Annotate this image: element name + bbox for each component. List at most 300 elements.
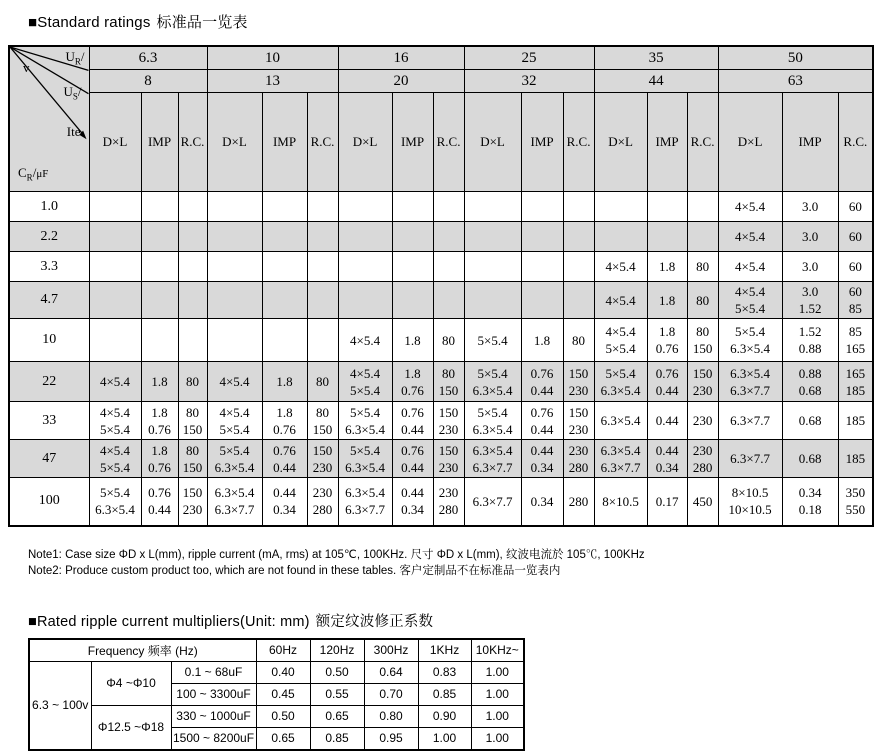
rated-voltage-value: 6.3	[89, 46, 207, 70]
dxl-cell	[594, 362, 647, 402]
imp-cell	[141, 252, 178, 282]
diameter-group-cell: Φ12.5 ~Φ18	[91, 705, 171, 750]
dxl-value: 5×5.4	[735, 324, 766, 339]
rc-cell	[838, 319, 873, 362]
dxl-value: 6.3×5.4	[730, 341, 770, 356]
dxl-cell	[718, 402, 782, 440]
rc-value: 230	[438, 485, 459, 501]
rc-value: 80	[696, 324, 710, 339]
dxl-value: 4×5.4	[99, 442, 131, 458]
rc-cell	[433, 402, 464, 440]
multiplier-value: 0.40	[256, 661, 310, 683]
rc-value: 80	[442, 365, 456, 381]
diagonal-header-cell	[9, 46, 89, 192]
dxl-value: 6.3×7.7	[730, 413, 770, 428]
multiplier-value: 0.45	[256, 683, 310, 705]
dxl-cell	[89, 282, 141, 319]
rc-value: 165	[845, 341, 866, 356]
imp-value: 3.0	[801, 259, 819, 274]
rc-cell	[563, 192, 594, 222]
surge-voltage-value: 63	[718, 70, 873, 93]
standard-ratings-title	[28, 11, 880, 32]
multiplier-value: 0.65	[256, 727, 310, 750]
imp-cell	[521, 362, 563, 402]
multiplier-value: 0.70	[364, 683, 418, 705]
rc-cell	[687, 222, 718, 252]
dxl-value: 8×10.5	[731, 485, 769, 501]
dxl-value: 5×5.4	[99, 459, 131, 475]
capacitance-value: 10	[9, 319, 89, 362]
imp-cell	[262, 319, 307, 362]
imp-cell	[392, 440, 433, 478]
imp-value: 0.17	[655, 493, 679, 509]
rc-cell	[687, 362, 718, 402]
rc-value: 230	[438, 421, 459, 437]
ripple-current-symbol: Ite	[66, 124, 81, 139]
rc-value: 150	[568, 404, 589, 420]
rc-value: 185	[845, 382, 866, 398]
rc-value: 230	[692, 442, 713, 458]
dxl-cell	[207, 478, 262, 526]
dxl-value: 6.3×7.7	[472, 493, 513, 509]
notes-block	[28, 547, 880, 579]
imp-cell	[141, 478, 178, 526]
rc-cell	[838, 282, 873, 319]
rc-cell	[307, 252, 338, 282]
rc-cell	[307, 478, 338, 526]
rc-cell	[307, 362, 338, 402]
rc-value: 150	[182, 421, 203, 437]
imp-value: 1.52	[798, 324, 822, 339]
multiplier-value: 0.85	[310, 727, 364, 750]
capacitance-range-cell: 330 ~ 1000uF	[171, 705, 256, 727]
imp-value: 0.76	[401, 404, 424, 420]
imp-value: 0.44	[273, 459, 296, 475]
imp-value: 0.44	[401, 421, 424, 437]
imp-cell	[141, 319, 178, 362]
surge-voltage-value: 20	[338, 70, 464, 93]
dxl-value: 5×5.4	[477, 365, 508, 381]
dxl-cell	[594, 319, 647, 362]
rc-value: 280	[312, 502, 333, 518]
imp-value: 0.34	[530, 493, 554, 509]
dxl-value: 6.3×5.4	[345, 485, 385, 501]
ratings-row-33	[9, 402, 873, 440]
dxl-cell	[338, 252, 392, 282]
rc-cell	[178, 402, 207, 440]
imp-cell	[392, 402, 433, 440]
multiplier-value: 1.00	[471, 727, 524, 750]
imp-cell	[262, 362, 307, 402]
rc-value: 150	[438, 404, 459, 420]
rated-voltage-value: 35	[594, 46, 718, 70]
dxl-cell	[207, 282, 262, 319]
dxl-cell	[89, 402, 141, 440]
dxl-value: 4×5.4	[349, 332, 381, 348]
capacitance-value: 2.2	[9, 222, 89, 252]
imp-cell	[647, 402, 687, 440]
imp-cell	[521, 252, 563, 282]
rc-value: 150	[182, 459, 203, 475]
rc-cell	[838, 362, 873, 402]
dxl-value: 6.3×5.4	[472, 421, 513, 437]
imp-cell	[782, 222, 838, 252]
imp-cell	[521, 319, 563, 362]
rc-value: 80	[316, 404, 330, 420]
multiplier-row	[29, 661, 524, 683]
imp-value: 1.52	[798, 301, 822, 316]
dxl-value: 5×5.4	[99, 421, 131, 437]
rc-cell	[563, 478, 594, 526]
imp-value: 1.8	[658, 259, 676, 274]
dxl-cell	[718, 252, 782, 282]
dxl-value: 10×10.5	[728, 502, 772, 518]
dxl-cell	[207, 362, 262, 402]
dxl-cell	[338, 402, 392, 440]
imp-value: 3.0	[801, 284, 819, 299]
rc-cell	[838, 252, 873, 282]
frequency-column-header: 300Hz	[364, 639, 418, 662]
rc-value: 85	[848, 301, 862, 316]
rc-cell	[563, 440, 594, 478]
imp-cell	[521, 440, 563, 478]
dxl-cell	[464, 252, 521, 282]
capacitance-value: 22	[9, 362, 89, 402]
col-header-dxl: D×L	[718, 93, 782, 192]
rc-cell	[178, 192, 207, 222]
frequency-column-header: 60Hz	[256, 639, 310, 662]
imp-value: 0.44	[530, 442, 554, 458]
dxl-cell	[338, 282, 392, 319]
frequency-column-header: 10KHz~	[471, 639, 524, 662]
imp-cell	[647, 222, 687, 252]
rc-value: 150	[182, 485, 203, 501]
rated-voltage-value: 50	[718, 46, 873, 70]
dxl-cell	[594, 222, 647, 252]
rc-cell	[433, 362, 464, 402]
imp-value: 0.44	[655, 413, 679, 428]
imp-cell	[141, 282, 178, 319]
rc-value: 80	[696, 259, 710, 274]
dxl-cell	[89, 440, 141, 478]
rc-cell	[178, 282, 207, 319]
note-2: Note2: Produce custom product too, which are not found in these tables. 客户定制品不在标准品一览表内	[28, 564, 561, 577]
capacitance-range-cell: 100 ~ 3300uF	[171, 683, 256, 705]
imp-cell	[521, 402, 563, 440]
dxl-value: 6.3×5.4	[345, 421, 385, 437]
rc-cell	[838, 222, 873, 252]
imp-value: 1.8	[658, 324, 676, 339]
imp-cell	[647, 440, 687, 478]
imp-value: 0.68	[798, 382, 822, 398]
frequency-column-header: 1KHz	[418, 639, 471, 662]
imp-value: 0.76	[148, 459, 171, 475]
dxl-value: 6.3×7.7	[730, 451, 770, 466]
dxl-value: 5×5.4	[605, 341, 636, 356]
col-header-rc: R.C.	[838, 93, 873, 192]
imp-value: 0.88	[798, 341, 822, 356]
imp-value: 1.8	[151, 442, 168, 458]
rc-cell	[307, 222, 338, 252]
dxl-value: 5×5.4	[735, 301, 766, 316]
voltage-range-cell: 6.3 ~ 100v	[29, 661, 91, 750]
rc-value: 230	[692, 413, 713, 428]
rc-cell	[178, 478, 207, 526]
rc-value: 150	[568, 365, 589, 381]
imp-cell	[262, 440, 307, 478]
rc-value: 280	[438, 502, 459, 518]
imp-cell	[141, 192, 178, 222]
rc-value: 150	[692, 365, 713, 381]
imp-cell	[647, 252, 687, 282]
imp-value: 0.76	[655, 365, 679, 381]
rc-cell	[687, 478, 718, 526]
multiplier-value: 0.55	[310, 683, 364, 705]
rc-cell	[687, 440, 718, 478]
multiplier-value: 1.00	[471, 705, 524, 727]
standard-ratings-title-zh: 标准品一览表	[156, 14, 248, 31]
rc-value: 80	[186, 442, 199, 458]
dxl-cell	[594, 252, 647, 282]
rc-cell	[838, 440, 873, 478]
dxl-value: 6.3×5.4	[472, 382, 513, 398]
rc-value: 165	[845, 365, 866, 381]
col-header-rc: R.C.	[563, 93, 594, 192]
imp-cell	[141, 440, 178, 478]
imp-cell	[392, 222, 433, 252]
imp-cell	[647, 362, 687, 402]
dxl-cell	[464, 440, 521, 478]
rc-value: 230	[312, 485, 333, 501]
dxl-value: 6.3×5.4	[600, 442, 641, 458]
standard-ratings-table	[8, 45, 874, 527]
voltage-unit-label: v	[23, 60, 30, 75]
imp-cell	[262, 478, 307, 526]
rc-value: 230	[438, 459, 459, 475]
rated-voltage-value: 10	[207, 46, 338, 70]
multiplier-value: 0.50	[310, 661, 364, 683]
rc-value: 185	[845, 413, 866, 428]
rc-cell	[563, 362, 594, 402]
dxl-value: 5×5.4	[605, 365, 636, 381]
dxl-cell	[718, 440, 782, 478]
imp-value: 0.76	[401, 442, 424, 458]
rated-voltage-value: 25	[464, 46, 594, 70]
dxl-value: 6.3×7.7	[600, 459, 641, 475]
rc-value: 80	[316, 374, 330, 389]
rc-cell	[307, 440, 338, 478]
dxl-cell	[718, 282, 782, 319]
imp-cell	[782, 282, 838, 319]
column-header-row	[9, 93, 873, 192]
imp-value: 3.0	[801, 229, 819, 244]
imp-value: 0.44	[273, 485, 296, 501]
multiplier-value: 0.65	[310, 705, 364, 727]
imp-value: 0.44	[530, 421, 554, 437]
dxl-cell	[338, 192, 392, 222]
rc-value: 80	[186, 374, 199, 389]
surge-voltage-symbol: $U_S/$	[63, 84, 82, 102]
multiplier-value: 0.95	[364, 727, 418, 750]
capacitance-range-cell: 1500 ~ 8200uF	[171, 727, 256, 750]
rc-cell	[563, 319, 594, 362]
imp-cell	[521, 222, 563, 252]
surge-voltage-row	[9, 70, 873, 93]
dxl-cell	[594, 402, 647, 440]
dxl-cell	[594, 192, 647, 222]
imp-value: 0.68	[798, 451, 822, 466]
multipliers-title-zh: 额定纹波修正系数	[315, 613, 434, 630]
rc-cell	[433, 222, 464, 252]
ratings-row-22	[9, 362, 873, 402]
imp-cell	[262, 402, 307, 440]
dxl-cell	[338, 478, 392, 526]
rc-value: 150	[692, 341, 713, 356]
rc-value: 80	[442, 332, 456, 348]
rc-value: 60	[848, 199, 862, 214]
ratings-row-3.3	[9, 252, 873, 282]
col-header-dxl: D×L	[338, 93, 392, 192]
imp-value: 1.8	[276, 374, 293, 389]
imp-cell	[392, 319, 433, 362]
col-header-rc: R.C.	[178, 93, 207, 192]
imp-cell	[521, 478, 563, 526]
rc-value: 150	[438, 382, 459, 398]
multiplier-value: 1.00	[471, 661, 524, 683]
dxl-value: 6.3×7.7	[345, 502, 385, 518]
capacitance-value: 1.0	[9, 192, 89, 222]
rc-cell	[433, 192, 464, 222]
dxl-cell	[464, 319, 521, 362]
dxl-value: 6.3×5.4	[730, 365, 770, 381]
dxl-cell	[718, 362, 782, 402]
imp-cell	[392, 192, 433, 222]
dxl-value: 6.3×7.7	[472, 459, 513, 475]
col-header-rc: R.C.	[687, 93, 718, 192]
dxl-value: 6.3×5.4	[345, 459, 385, 475]
imp-cell	[647, 282, 687, 319]
imp-cell	[782, 192, 838, 222]
note-1: Note1: Case size ΦD x L(mm), ripple current (mA, rms) at 105℃, 100KHz. 尺寸 ΦD x L(mm), 纹波电流於 105℃, 100KHz	[28, 548, 645, 561]
imp-cell	[647, 319, 687, 362]
multiplier-value: 0.64	[364, 661, 418, 683]
dxl-value: 5×5.4	[477, 404, 508, 420]
dxl-cell	[207, 319, 262, 362]
rc-value: 280	[568, 493, 589, 509]
rc-value: 230	[182, 502, 203, 518]
dxl-cell	[207, 252, 262, 282]
multipliers-table	[28, 638, 525, 751]
imp-cell	[647, 478, 687, 526]
multipliers-title	[28, 610, 880, 631]
imp-cell	[141, 222, 178, 252]
imp-value: 0.34	[401, 502, 424, 518]
dxl-cell	[594, 478, 647, 526]
dxl-value: 6.3×5.4	[95, 502, 135, 518]
multiplier-value: 1.00	[471, 683, 524, 705]
imp-value: 1.8	[404, 332, 421, 348]
dxl-value: 6.3×5.4	[214, 485, 255, 501]
rc-cell	[563, 252, 594, 282]
dxl-cell	[89, 478, 141, 526]
imp-value: 0.76	[148, 421, 171, 437]
dxl-cell	[89, 192, 141, 222]
rc-cell	[433, 282, 464, 319]
surge-voltage-value: 44	[594, 70, 718, 93]
surge-voltage-value: 32	[464, 70, 594, 93]
capacitance-value: 47	[9, 440, 89, 478]
multiplier-value: 0.83	[418, 661, 471, 683]
rc-cell	[178, 222, 207, 252]
col-header-imp: IMP	[647, 93, 687, 192]
rc-value: 60	[848, 229, 862, 244]
dxl-value: 6.3×5.4	[600, 382, 641, 398]
dxl-value: 5×5.4	[349, 404, 381, 420]
col-header-imp: IMP	[521, 93, 563, 192]
dxl-cell	[464, 402, 521, 440]
rc-cell	[178, 252, 207, 282]
imp-value: 0.34	[530, 459, 554, 475]
multiplier-value: 1.00	[418, 727, 471, 750]
rc-cell	[178, 319, 207, 362]
ratings-row-4.7	[9, 282, 873, 319]
rc-cell	[433, 440, 464, 478]
rc-value: 280	[692, 459, 713, 475]
dxl-value: 4×5.4	[735, 199, 766, 214]
imp-value: 0.44	[655, 442, 679, 458]
multipliers-title-en: ■Rated ripple current multipliers(Unit: mm)	[28, 613, 310, 630]
ratings-row-47	[9, 440, 873, 478]
dxl-cell	[207, 402, 262, 440]
rc-cell	[687, 402, 718, 440]
dxl-cell	[594, 440, 647, 478]
rc-value: 230	[568, 442, 589, 458]
col-header-rc: R.C.	[307, 93, 338, 192]
imp-value: 1.8	[151, 374, 168, 389]
imp-cell	[521, 192, 563, 222]
rc-cell	[307, 319, 338, 362]
dxl-cell	[207, 192, 262, 222]
rc-value: 230	[312, 459, 333, 475]
rc-value: 80	[572, 332, 586, 348]
multiplier-value: 0.90	[418, 705, 471, 727]
imp-cell	[782, 402, 838, 440]
col-header-dxl: D×L	[594, 93, 647, 192]
dxl-cell	[207, 222, 262, 252]
capacitance-value: 4.7	[9, 282, 89, 319]
dxl-value: 6.3×7.7	[214, 502, 255, 518]
col-header-rc: R.C.	[433, 93, 464, 192]
rc-value: 80	[186, 404, 199, 420]
rc-cell	[687, 282, 718, 319]
imp-cell	[262, 192, 307, 222]
dxl-cell	[338, 440, 392, 478]
dxl-cell	[464, 192, 521, 222]
dxl-cell	[464, 222, 521, 252]
dxl-value: 6.3×5.4	[600, 413, 641, 428]
rated-voltage-symbol: $U_R/$	[65, 49, 85, 67]
rc-value: 60	[848, 284, 862, 299]
rc-cell	[687, 319, 718, 362]
rc-cell	[838, 478, 873, 526]
dxl-value: 6.3×5.4	[214, 459, 255, 475]
imp-value: 0.44	[148, 502, 171, 518]
col-header-imp: IMP	[262, 93, 307, 192]
capacitance-value: 100	[9, 478, 89, 526]
imp-value: 0.76	[148, 485, 171, 501]
imp-cell	[521, 282, 563, 319]
multiplier-value: 0.80	[364, 705, 418, 727]
